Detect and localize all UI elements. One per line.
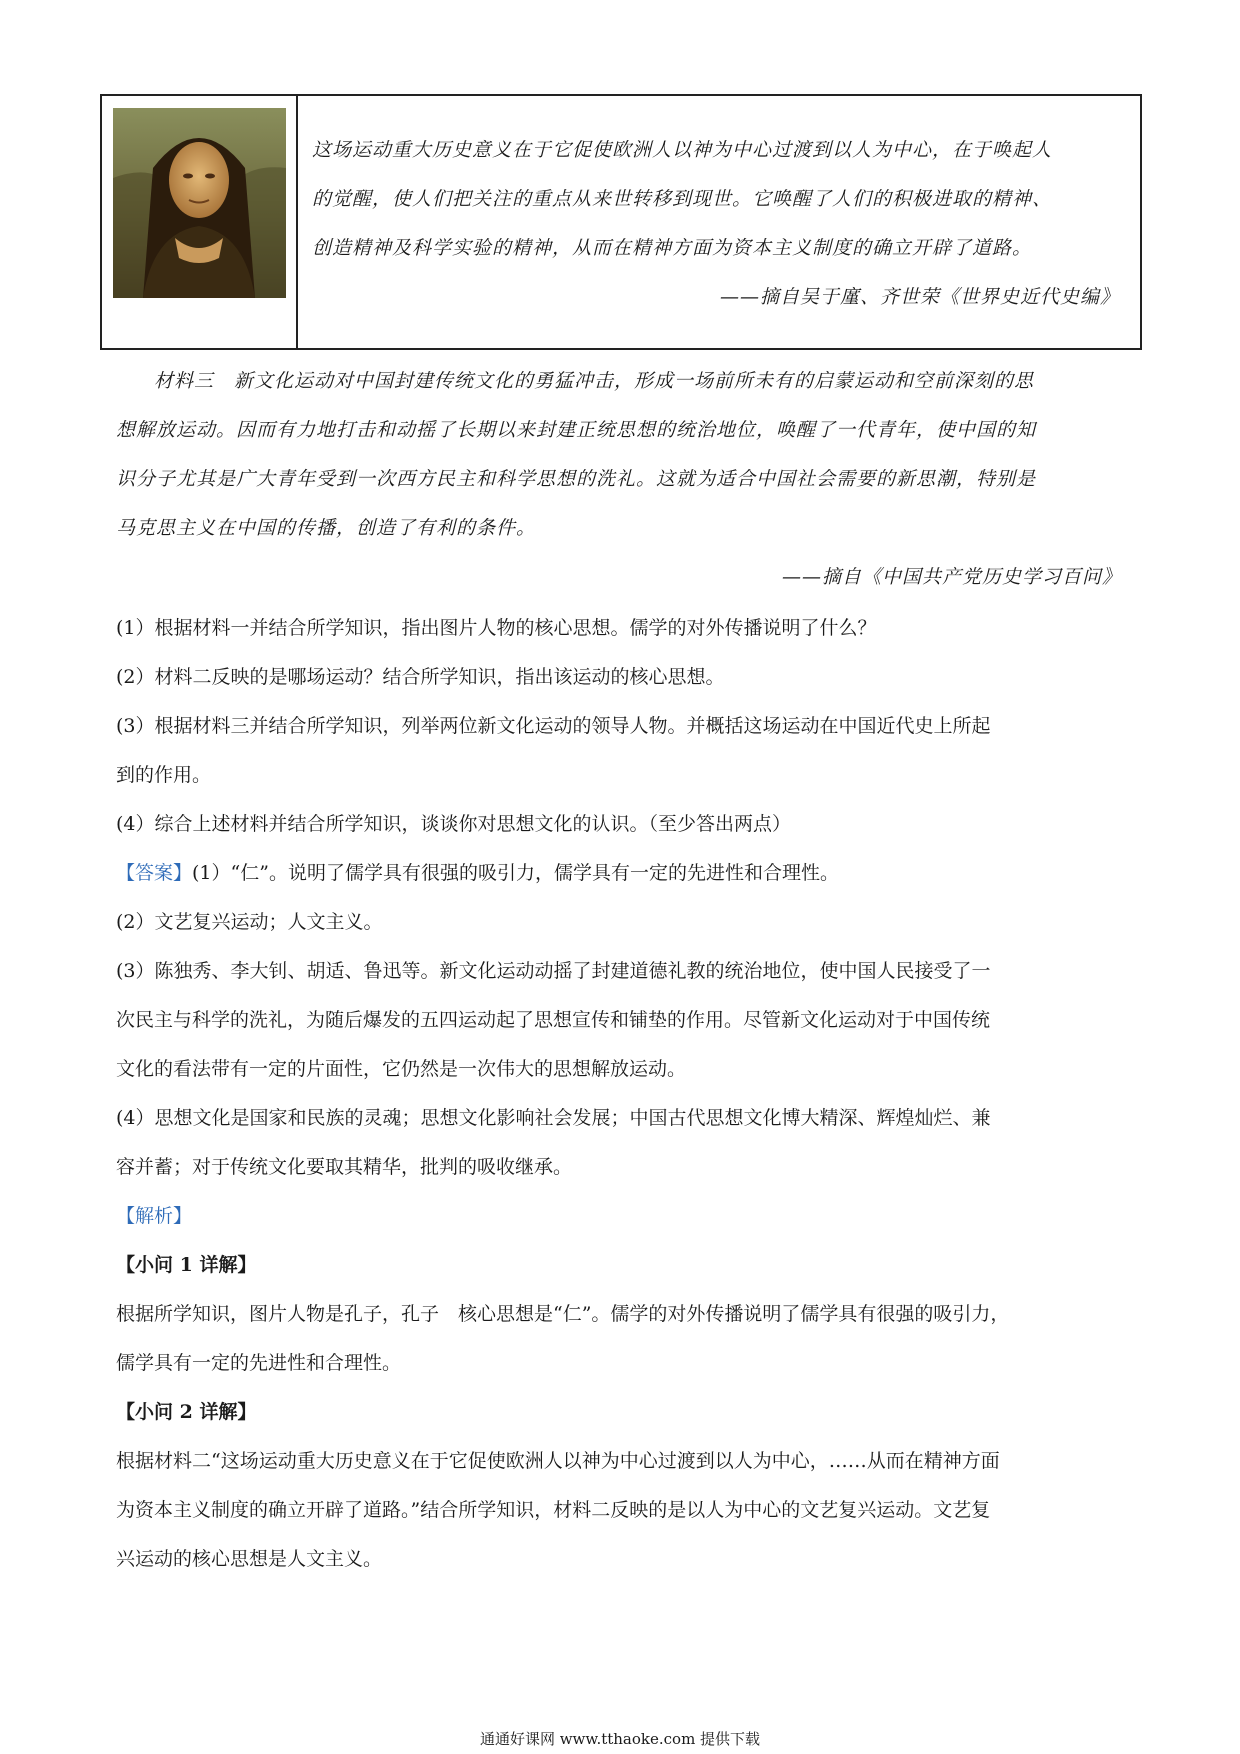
material-three-line: 马克思主义在中国的传播，创造了有利的条件。	[116, 517, 537, 539]
material-three-source: ——摘自《中国共产党历史学习百问》	[781, 566, 1122, 588]
material-three	[116, 357, 1126, 602]
question-1: (1）根据材料一并结合所学知识，指出图片人物的核心思想。儒学的对外传播说明了什么？	[116, 617, 877, 639]
answer-4-line: 容并蓄；对于传统文化要取其精华，批判的吸收继承。	[116, 1156, 573, 1178]
question-2: (2）材料二反映的是哪场运动？结合所学知识，指出该运动的核心思想。	[116, 666, 725, 688]
answer-3-line: (3）陈独秀、李大钊、胡适、鲁迅等。新文化运动动摇了封建道德礼教的统治地位，使中国人民接受了一	[116, 960, 991, 982]
material-two-line: 创造精神及科学实验的精神，从而在精神方面为资本主义制度的确立开辟了道路。	[312, 237, 1033, 259]
page-footer: 通通好课网 www.tthaoke.com 提供下载	[479, 1730, 761, 1748]
material-two-box	[100, 94, 1142, 350]
material-two-source: ——摘自吴于廑、齐世荣《世界史近代史编》	[719, 286, 1120, 308]
question-4: (4）综合上述材料并结合所学知识，谈谈你对思想文化的认识。（至少答出两点）	[116, 813, 792, 835]
sub-question-1-title: 【小问 1 详解】	[116, 1254, 257, 1276]
sub-question-1-line: 根据所学知识，图片人物是孔子，孔子 核心思想是“仁”。儒学的对外传播说明了儒学具有很强的吸引力，	[116, 1303, 1010, 1325]
answer-1-line	[116, 849, 1126, 898]
mona-lisa-portrait-image	[113, 108, 286, 298]
answer-label: 【答案】	[116, 862, 193, 884]
material-two-line: 这场运动重大历史意义在于它促使欧洲人以神为中心过渡到以人为中心，在于唤起人	[312, 139, 1053, 161]
answer-4-line: (4）思想文化是国家和民族的灵魂；思想文化影响社会发展；中国古代思想文化博大精深、辉煌灿烂、兼	[116, 1107, 991, 1129]
sub-question-1-line: 儒学具有一定的先进性和合理性。	[116, 1352, 402, 1374]
answer-1: (1）“仁”。说明了儒学具有很强的吸引力，儒学具有一定的先进性和合理性。	[192, 862, 839, 884]
questions-section	[116, 604, 1126, 1584]
question-3: (3）根据材料三并结合所学知识，列举两位新文化运动的领导人物。并概括这场运动在中国近代史上所起	[116, 715, 991, 737]
answer-3-line: 文化的看法带有一定的片面性，它仍然是一次伟大的思想解放运动。	[116, 1058, 687, 1080]
analysis-label: 【解析】	[116, 1205, 193, 1227]
material-two-text-cell	[298, 96, 1140, 348]
question-3-cont: 到的作用。	[116, 764, 212, 786]
material-three-line: 想解放运动。因而有力地打击和动摇了长期以来封建正统思想的统治地位，唤醒了一代青年，使中国的知	[116, 419, 1037, 441]
answer-3-line: 次民主与科学的洗礼，为随后爆发的五四运动起了思想宣传和铺垫的作用。尽管新文化运动对于中国传统	[116, 1009, 991, 1031]
portrait-cell	[102, 96, 298, 348]
sub-question-2-line: 为资本主义制度的确立开辟了道路。”结合所学知识，材料二反映的是以人为中心的文艺复兴运动。文艺复	[116, 1499, 991, 1521]
sub-question-2-line: 根据材料二“这场运动重大历史意义在于它促使欧洲人以神为中心过渡到以人为中心，……从而在精神方面	[116, 1450, 1000, 1472]
answer-2: (2）文艺复兴运动；人文主义。	[116, 911, 383, 933]
sub-question-2-title: 【小问 2 详解】	[116, 1401, 257, 1423]
sub-question-2-line: 兴运动的核心思想是人文主义。	[116, 1548, 383, 1570]
material-three-line: 材料三 新文化运动对中国封建传统文化的勇猛冲击，形成一场前所未有的启蒙运动和空前深刻的思	[154, 370, 1035, 392]
material-two-line: 的觉醒，使人们把关注的重点从来世转移到现世。它唤醒了人们的积极进取的精神、	[312, 188, 1053, 210]
material-three-line: 识分子尤其是广大青年受到一次西方民主和科学思想的洗礼。这就为适合中国社会需要的新思潮，特别是	[116, 468, 1037, 490]
